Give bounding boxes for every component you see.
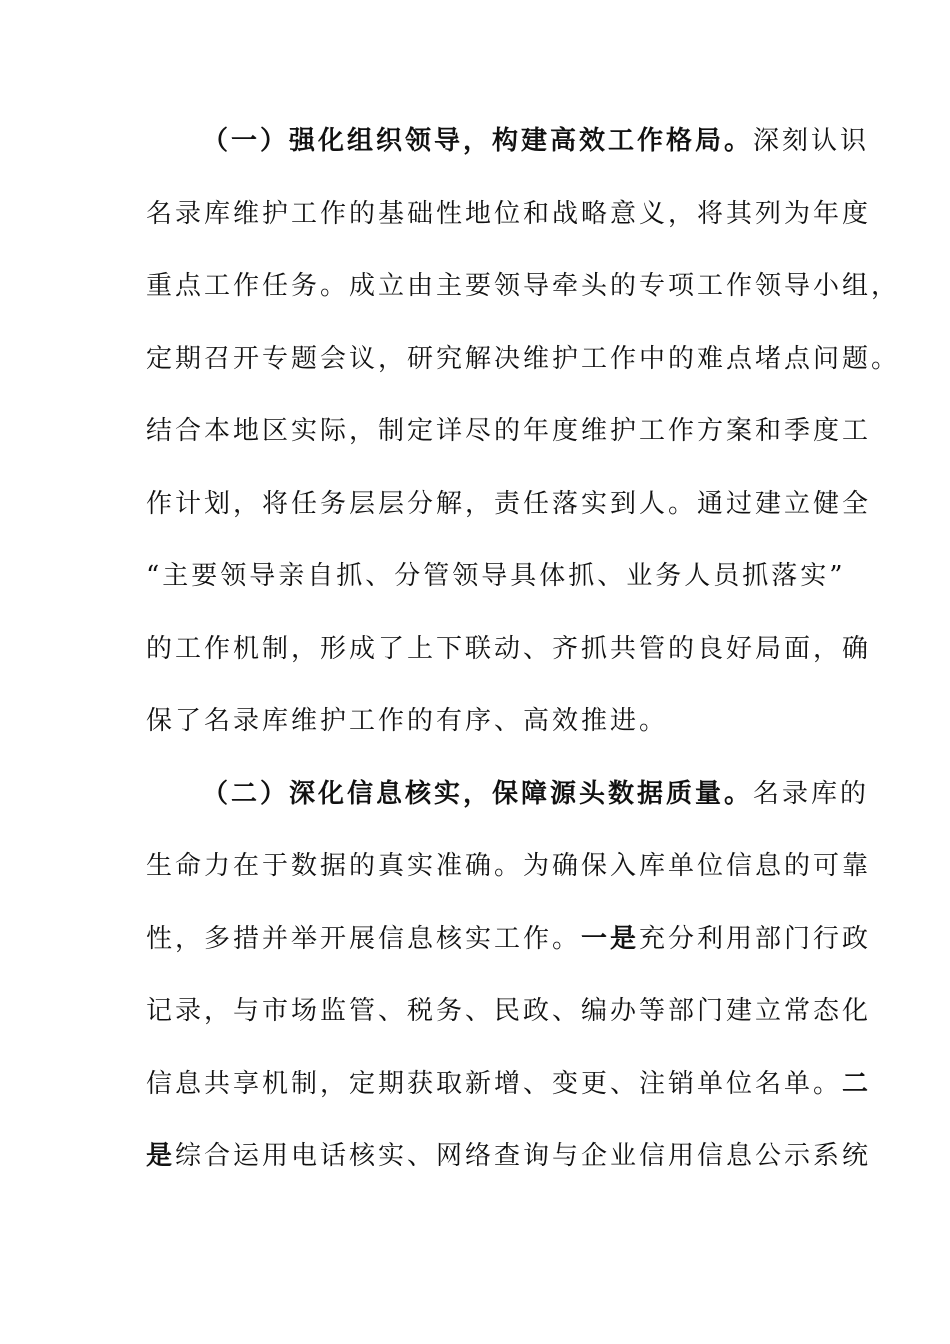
paragraph-2-line-6-b: 综合运用电话核实、网络查询与企业信用信息公示系统: [175, 1141, 872, 1171]
paragraph-1-line-2: 名录库维护工作的基础性地位和战略意义，将其列为年度: [146, 198, 872, 229]
paragraph-1-line-5: 结合本地区实际，制定详尽的年度维护工作方案和季度工: [146, 416, 872, 446]
paragraph-2-line-2: 生命力在于数据的真实准确。为确保入库单位信息的可靠: [146, 851, 872, 881]
paragraph-2-line-5-a: 信息共享机制，定期获取新增、变更、注销单位名单。: [146, 1068, 843, 1099]
paragraph-2-line-4: 记录，与市场监管、税务、民政、编办等部门建立常态化: [146, 996, 872, 1026]
paragraph-2-line-3-b: 充分利用部门行政: [639, 923, 872, 954]
paragraph-2-line-3-a: 性，多措并举开展信息核实工作。: [146, 923, 582, 954]
paragraph-2-line-6: [146, 1133, 872, 1206]
paragraph-1-text: 深刻认识: [753, 126, 870, 156]
paragraph-1-line-6: 作计划，将任务层层分解，责任落实到人。通过建立健全: [146, 488, 872, 519]
paragraph-1-line-9: 保了名录库维护工作的有序、高效推进。: [146, 706, 669, 736]
paragraph-1-line-1: [146, 118, 870, 191]
document-body: [146, 118, 901, 1206]
point-two-label-end: 是: [146, 1141, 176, 1171]
paragraph-1-line-4: 定期召开专题会议，研究解决维护工作中的难点堵点问题。: [146, 343, 901, 374]
section-1-heading: （一）强化组织领导，构建高效工作格局。: [202, 126, 754, 156]
point-one-label: 一是: [581, 923, 640, 954]
paragraph-1-line-8: 的工作机制，形成了上下联动、齐抓共管的良好局面，确: [146, 633, 872, 664]
point-two-label-start: 二: [842, 1068, 872, 1099]
paragraph-2-line-1: [146, 771, 870, 844]
section-2-heading: （二）深化信息核实，保障源头数据质量。: [202, 778, 754, 809]
paragraph-1-line-3: 重点工作任务。成立由主要领导牵头的专项工作领导小组，: [146, 271, 901, 301]
paragraph-1-line-7: “主要领导亲自抓、分管领导具体抓、业务人员抓落实”: [146, 561, 846, 591]
paragraph-2-line-3: [146, 916, 872, 989]
paragraph-2-text: 名录库的: [753, 778, 870, 809]
paragraph-2-line-5: [146, 1061, 872, 1134]
